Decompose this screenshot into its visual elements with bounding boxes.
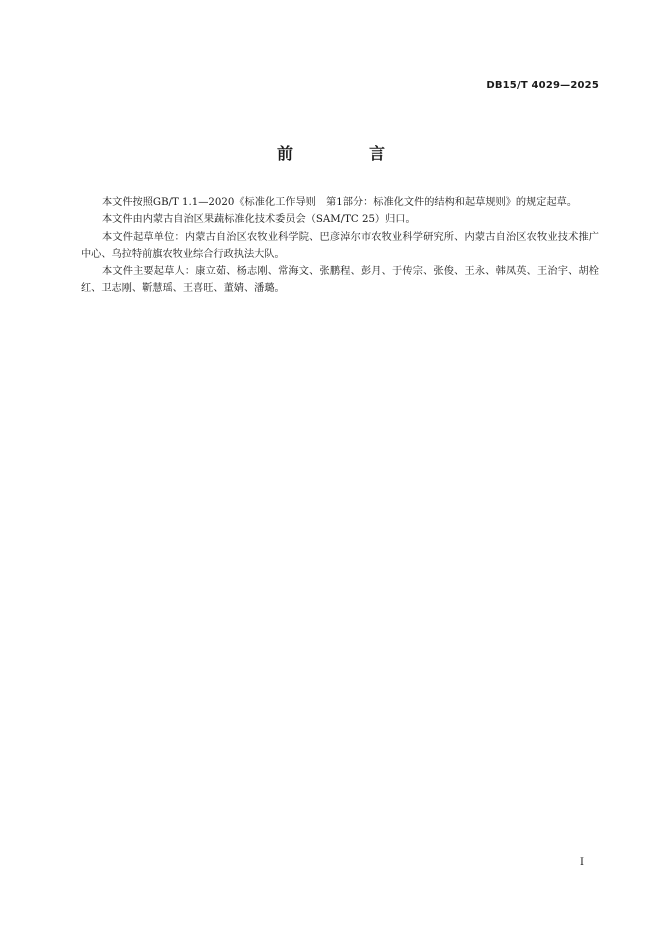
page-title: 前 言 (276, 144, 415, 163)
paragraph-drafting-units: 本文件起草单位：内蒙古自治区农牧业科学院、巴彦淖尔市农牧业科学研究所、内蒙古自治区农牧业技术推广中心、乌拉特前旗农牧业综合行政执法大队。 (81, 231, 599, 260)
page-number: I (580, 857, 584, 868)
paragraph-drafters: 本文件主要起草人：康立茹、杨志刚、常海文、张鹏程、彭月、于传宗、张俊、王永、韩凤英、王治宇、胡栓红、卫志刚、靳慧瑶、王喜旺、董婧、潘璐。 (81, 266, 599, 295)
paragraph-drafting-rules: 本文件按照GB/T 1.1—2020《标准化工作导则 第1部分：标准化文件的结构和起草规则》的规定起草。 (102, 197, 578, 208)
paragraph-committee: 本文件由内蒙古自治区果蔬标准化技术委员会（SAM/TC 25）归口。 (102, 214, 416, 226)
document-code: DB15/T 4029—2025 (486, 80, 599, 91)
foreword-body (81, 194, 599, 298)
